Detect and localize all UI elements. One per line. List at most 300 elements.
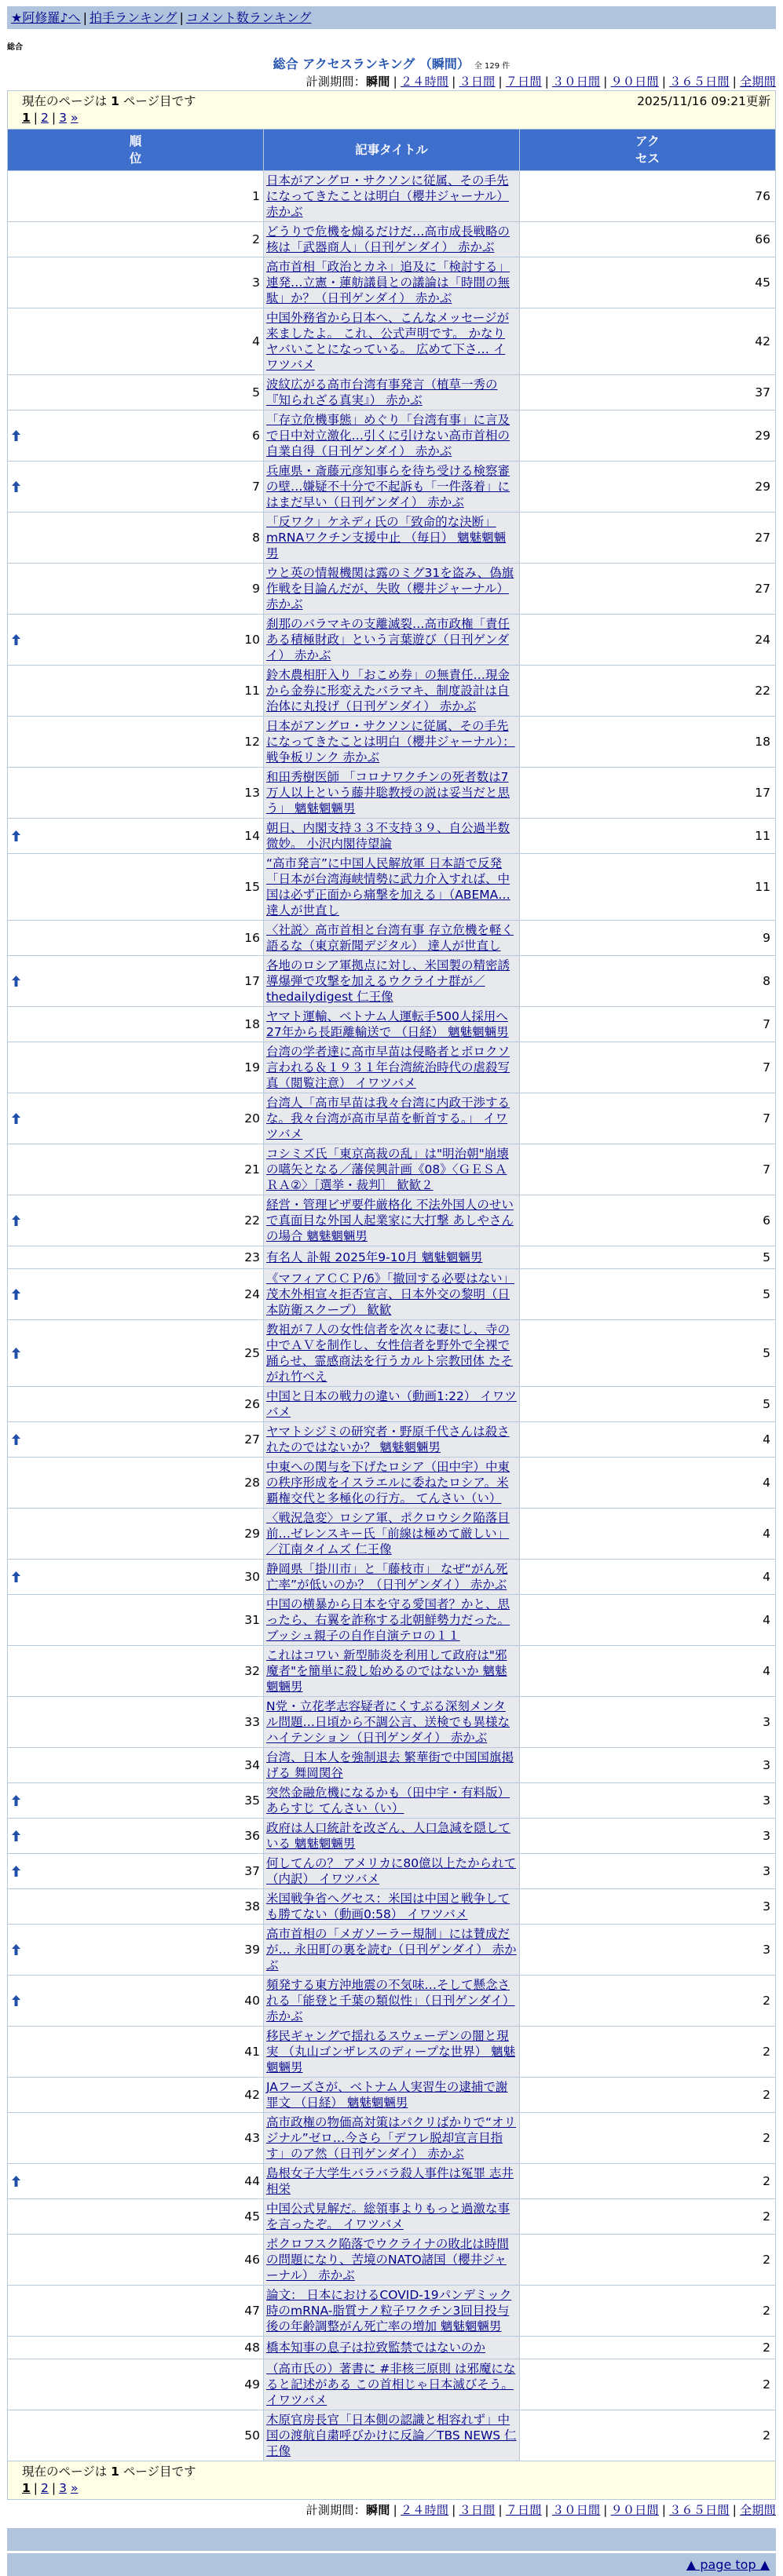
title-cell <box>264 615 520 666</box>
article-link[interactable]: ヤマト運輸、ベトナム人運転手500人採用へ 27年から長距離輸送で （日経） 魑魅魍魎男 <box>266 1009 509 1039</box>
period-link[interactable]: ２４時間 <box>401 75 449 89</box>
table-row <box>8 1819 776 1854</box>
comment-ranking-link[interactable]: コメント数ランキング <box>185 10 312 25</box>
title-cell <box>264 1646 520 1697</box>
article-link[interactable]: 橋本知事の息子は拉致監禁ではないのか <box>266 2341 486 2355</box>
title-cell <box>264 768 520 819</box>
period-link[interactable]: ７日間 <box>505 75 542 89</box>
home-link[interactable]: ★阿修羅♪へ <box>11 10 81 25</box>
rank-cell <box>8 2337 264 2359</box>
rank-number: 36 <box>244 1829 260 1843</box>
rank-number: 33 <box>244 1715 260 1729</box>
rank-number: 11 <box>244 684 260 698</box>
access-count: 27 <box>520 564 776 615</box>
article-link[interactable]: 兵庫県・斎藤元彦知事らを待ち受ける検察審の壁…嫌疑不十分で不起訴も「一件落着」にはまだ早い（日刊ゲンダイ） 赤かぶ <box>266 464 510 509</box>
rank-cell <box>8 1042 264 1093</box>
title-cell <box>264 462 520 513</box>
period-separator: | <box>661 75 667 89</box>
article-link[interactable]: 日本がアングロ・サクソンに従属、その手先になってきたことは明白（櫻井ジャーナル） 赤かぶ <box>266 173 509 219</box>
article-link[interactable]: どうりで危機を煽るだけだ…高市成長戦略の核は「武器商人」（日刊ゲンダイ） 赤かぶ <box>266 224 510 254</box>
rank-up-arrow-icon <box>12 1348 20 1359</box>
table-row <box>8 1646 776 1697</box>
title-cell <box>264 1246 520 1269</box>
access-count: 66 <box>520 222 776 257</box>
title-cell <box>264 410 520 462</box>
rank-up-arrow-icon <box>12 1944 20 1955</box>
table-row <box>8 1783 776 1819</box>
rank-cell <box>8 1748 264 1783</box>
title-cell <box>264 375 520 410</box>
title-cell <box>264 257 520 308</box>
article-link[interactable]: 朝日、内閣支持３３不支持３９、自公過半数微妙。 小沢内閣待望論 <box>266 821 510 851</box>
access-count: 2 <box>520 2235 776 2286</box>
table-row <box>8 819 776 854</box>
article-link[interactable]: 中国外務省から日本へ、こんなメッセージが来ましたよ。 これ、公式声明です。 かなりヤバいことになっている。 広めて下さ… イワツバメ <box>266 311 510 372</box>
title-cell <box>264 1976 520 2027</box>
table-row <box>8 1007 776 1042</box>
access-count: 3 <box>520 1697 776 1748</box>
title-cell <box>264 1509 520 1560</box>
current-page-text: 現在のページは 1 ページ目です <box>22 2465 196 2479</box>
table-row <box>8 768 776 819</box>
rank-cell <box>8 1246 264 1269</box>
table-row <box>8 1509 776 1560</box>
rank-cell <box>8 2113 264 2164</box>
access-count: 29 <box>520 462 776 513</box>
period-current: 瞬間 <box>366 2503 390 2517</box>
access-count: 5 <box>520 1246 776 1269</box>
rank-number: 19 <box>244 1060 260 1075</box>
title-cell <box>264 1195 520 1246</box>
access-count: 3 <box>520 1889 776 1925</box>
table-row <box>8 1595 776 1646</box>
period-link[interactable]: ３日間 <box>459 2503 496 2517</box>
access-count: 24 <box>520 615 776 666</box>
rank-cell <box>8 1646 264 1697</box>
rank-cell <box>8 1387 264 1422</box>
article-link[interactable]: 高市政権の物価高対策はパクリばかりで“オリジナル”ゼロ…今さら「デフレ脱却宣言目指す」のア然（日刊ゲンダイ） 赤かぶ <box>266 2115 517 2161</box>
rank-cell <box>8 1697 264 1748</box>
table-row <box>8 2235 776 2286</box>
article-link[interactable]: “高市発言”に中国人民解放軍 日本語で反発「日本が台湾海峡情勢に武力介入すれば、中国は必ず正面から痛撃を加える」（ABEMA… 達人が世直し <box>266 856 510 918</box>
page-link[interactable]: 3 <box>59 111 68 125</box>
rank-number: 8 <box>252 531 260 545</box>
title-cell <box>264 1458 520 1509</box>
article-link[interactable]: 日本がアングロ・サクソンに従属、その手先になってきたことは明白（櫻井ジャーナル）：戦争板リンク 赤かぶ <box>266 719 515 764</box>
table-row <box>8 2199 776 2235</box>
rank-cell <box>8 1819 264 1854</box>
title-cell <box>264 956 520 1007</box>
table-row <box>8 1854 776 1889</box>
table-row <box>8 462 776 513</box>
rank-up-arrow-icon <box>12 2176 20 2187</box>
rank-cell <box>8 1320 264 1387</box>
access-count: 5 <box>520 1320 776 1387</box>
title-cell <box>264 1889 520 1925</box>
article-link[interactable]: 静岡県「掛川市」と「藤枝市」 なぜ“がん死亡率”が低いのか？（日刊ゲンダイ） 赤かぶ <box>266 1562 508 1592</box>
article-link[interactable]: 移民ギャングで揺れるスウェーデンの闇と現実 （丸山ゴンザレスのディープな世界） 魑魅魍魎男 <box>266 2029 516 2074</box>
access-count: 2 <box>520 2113 776 2164</box>
clap-ranking-link[interactable]: 拍手ランキング <box>89 10 177 25</box>
rank-number: 42 <box>244 2088 260 2102</box>
article-link[interactable]: JAフーズさが、ベトナム人実習生の逮捕で謝罪文 （日経） 魑魅魍魎男 <box>266 2080 508 2110</box>
rank-up-arrow-icon <box>12 481 20 492</box>
period-separator: | <box>393 2503 397 2517</box>
period-link[interactable]: 全期間 <box>740 2503 776 2517</box>
article-link[interactable]: 刹那のバラマキの支離滅裂…高市政権「責任ある積極財政」という言葉遊び（日刊ゲンダイ） 赤かぶ <box>266 617 510 662</box>
next-page-link[interactable]: » <box>70 2481 79 2495</box>
access-count: 7 <box>520 1144 776 1195</box>
table-row <box>8 2286 776 2337</box>
rank-number: 39 <box>244 1943 260 1957</box>
article-link[interactable]: 頻発する東方沖地震の不気味…そして懸念される「能登と千葉の類似性」（日刊ゲンダイ） 赤かぶ <box>266 1978 515 2023</box>
title-cell <box>264 819 520 854</box>
title-cell <box>264 1093 520 1144</box>
title-cell <box>264 854 520 921</box>
access-count: 4 <box>520 1458 776 1509</box>
period-link[interactable]: ７日間 <box>505 2503 542 2517</box>
rank-number: 47 <box>244 2304 260 2318</box>
rank-number: 12 <box>244 735 260 749</box>
rank-cell <box>8 1595 264 1646</box>
table-row <box>8 1246 776 1269</box>
article-link[interactable]: 高市首相の「メガソーラー規制」には賛成だが… 永田町の裏を読む（日刊ゲンダイ） 赤かぶ <box>266 1927 517 1972</box>
article-link[interactable]: 島根女子大学生バラバラ殺人事件は冤罪 志井 相栄 <box>266 2166 514 2196</box>
rank-number: 17 <box>244 974 260 988</box>
rank-number: 2 <box>252 232 260 246</box>
table-row <box>8 1422 776 1458</box>
rank-cell <box>8 1422 264 1458</box>
rank-number: 43 <box>244 2131 260 2145</box>
period-link[interactable]: 全期間 <box>740 75 776 89</box>
article-link[interactable]: 和田秀樹医師 「コロナワクチンの死者数は7万人以上という藤井聡教授の説は妥当だと思う」 魑魅魍魎男 <box>266 770 510 815</box>
rank-number: 28 <box>244 1476 260 1490</box>
rank-number: 6 <box>252 429 260 443</box>
rank-up-arrow-icon <box>12 1866 20 1877</box>
rank-number: 10 <box>244 633 260 647</box>
access-count: 3 <box>520 1783 776 1819</box>
access-count: 11 <box>520 854 776 921</box>
period-link[interactable]: ３０日間 <box>552 2503 601 2517</box>
rank-number: 22 <box>244 1213 260 1228</box>
article-link[interactable]: 政府は人口統計を改ざん、人口急減を隠している 魑魅魍魎男 <box>266 1821 510 1851</box>
rank-number: 40 <box>244 1994 260 2008</box>
rank-cell <box>8 1560 264 1595</box>
bottom-bar <box>7 2528 776 2551</box>
rank-cell <box>8 308 264 375</box>
access-count: 6 <box>520 1195 776 1246</box>
rank-up-arrow-icon <box>12 1289 20 1300</box>
rank-cell <box>8 2359 264 2410</box>
access-count: 27 <box>520 513 776 564</box>
rank-cell <box>8 1195 264 1246</box>
rank-cell <box>8 956 264 1007</box>
article-link[interactable]: 何してんの？ アメリカに80億以上たかられて（内訳） イワツバメ <box>266 1856 517 1886</box>
article-link[interactable]: 台湾、日本人を強制退去 繁華街で中国国旗掲げる 舞岡関谷 <box>266 1750 514 1780</box>
period-separator: | <box>732 75 737 89</box>
article-link[interactable]: 有名人 訃報 2025年9-10月 魑魅魍魎男 <box>266 1250 483 1264</box>
title-cell <box>264 1269 520 1320</box>
rank-cell <box>8 1783 264 1819</box>
article-link[interactable]: ポクロフスク陥落でウクライナの敗北は時間の問題になり、苦境のNATO諸国（櫻井ジャーナル） 赤かぶ <box>266 2237 509 2282</box>
page-separator: | <box>33 2481 38 2495</box>
rank-cell <box>8 2199 264 2235</box>
table-row <box>8 564 776 615</box>
pagination-top <box>22 110 770 126</box>
table-row <box>8 410 776 462</box>
rank-column-header: 順位 <box>8 130 264 171</box>
title-cell <box>264 1144 520 1195</box>
period-link[interactable]: ３６５日間 <box>669 2503 730 2517</box>
page-current: 1 <box>22 111 31 125</box>
access-count: 7 <box>520 1007 776 1042</box>
period-selector-bottom <box>7 2501 776 2519</box>
rank-cell <box>8 2078 264 2113</box>
rank-number: 44 <box>244 2174 260 2188</box>
rank-number: 16 <box>244 931 260 945</box>
access-count: 2 <box>520 2359 776 2410</box>
period-separator: | <box>452 2503 456 2517</box>
article-link[interactable]: 中国の横暴から日本を守る愛国者？かと、思ったら、右翼を詐称する北朝鮮勢力だった。 ブッシュ親子の自作自演テロの１１ <box>266 1597 510 1643</box>
period-link[interactable]: ３日間 <box>459 75 496 89</box>
access-count: 22 <box>520 666 776 717</box>
title-cell <box>264 2286 520 2337</box>
table-row <box>8 854 776 921</box>
table-row <box>8 171 776 222</box>
rank-up-arrow-icon <box>12 1571 20 1582</box>
period-link[interactable]: ９０日間 <box>610 75 659 89</box>
page-separator: | <box>51 2481 57 2495</box>
rank-number: 24 <box>244 1287 260 1301</box>
article-link[interactable]: 「存立危機事態」めぐり「台湾有事」に言及で日中対立激化…引くに引けない高市首相の自業自得（日刊ゲンダイ） 赤かぶ <box>266 413 510 458</box>
title-cell <box>264 308 520 375</box>
article-link[interactable]: 教祖が７人の女性信者を次々に妻にし、寺の中でＡＶを制作し、女性信者を野外で全裸で踊らせ、霊感商法を行うカルト宗教団体 たそがれ竹べえ <box>266 1323 513 1384</box>
article-link[interactable]: 《マフィアＣＣＰ/6》「撤回する必要はない」茂木外相宣々拒否宣言、日本外交の黎明（日本防衛スクープ） 歓歓 <box>266 1272 515 1317</box>
access-count: 7 <box>520 1093 776 1144</box>
rank-number: 48 <box>244 2341 260 2355</box>
rank-number: 25 <box>244 1346 260 1360</box>
period-label: 計測期間： <box>306 75 367 89</box>
article-link[interactable]: 台湾の学者達に高市早苗は侵略者とボロクソ言われる＆１９３１年台湾統治時代の虐殺写真（閲覧注意） イワツバメ <box>266 1045 510 1090</box>
page-top-link[interactable]: ▲ page top ▲ <box>686 2557 770 2572</box>
article-link[interactable]: 台湾人「高市早苗は我々台湾に内政干渉するな。我々台湾が高市早苗を斬首する。」 イワツバメ <box>266 1096 510 1141</box>
article-link[interactable]: 論文： 日本におけるCOVID-19パンデミック時のmRNA-脂質ナノ粒子ワクチン3回目投与後の年齢調整がん死亡率の増加 魑魅魍魎男 <box>266 2288 512 2333</box>
article-link[interactable]: 〈社説〉高市首相と台湾有事 存立危機を軽く語るな（東京新聞デジタル） 達人が世直し <box>266 923 514 953</box>
table-row <box>8 2078 776 2113</box>
title-cell <box>264 222 520 257</box>
access-count: 11 <box>520 819 776 854</box>
rank-up-arrow-icon <box>12 634 20 645</box>
period-separator: | <box>544 75 550 89</box>
pagination-bottom <box>22 2480 770 2497</box>
rank-cell <box>8 410 264 462</box>
title-cell <box>264 717 520 768</box>
rank-number: 20 <box>244 1111 260 1126</box>
rank-number: 29 <box>244 1527 260 1541</box>
rank-cell <box>8 768 264 819</box>
rank-up-arrow-icon <box>12 1995 20 2006</box>
title-cell <box>264 564 520 615</box>
table-row <box>8 1093 776 1144</box>
title-cell <box>264 171 520 222</box>
rank-up-arrow-icon <box>12 1215 20 1226</box>
article-link[interactable]: 高市首相「政治とカネ」追及に「検討する」連発…立憲・蓮舫議員との議論は「時間の無駄」か？（日刊ゲンダイ） 赤かぶ <box>266 260 510 305</box>
period-separator: | <box>603 2503 608 2517</box>
rank-number: 38 <box>244 1899 260 1914</box>
period-separator: | <box>498 2503 503 2517</box>
rank-cell <box>8 222 264 257</box>
nav-separator: | <box>179 10 184 25</box>
page-link[interactable]: 3 <box>59 2481 68 2495</box>
title-cell <box>264 1387 520 1422</box>
period-link[interactable]: ９０日間 <box>610 2503 659 2517</box>
next-page-link[interactable]: » <box>70 111 79 125</box>
access-count: 2 <box>520 2199 776 2235</box>
table-row <box>8 1697 776 1748</box>
rank-number: 7 <box>252 480 260 494</box>
article-link[interactable]: これはコワい 新型肺炎を利用して政府は"邪魔者"を簡単に殺し始めるのではないか 魑魅魍魎男 <box>266 1648 507 1694</box>
rank-cell <box>8 513 264 564</box>
period-link[interactable]: ３６５日間 <box>669 75 730 89</box>
access-count: 18 <box>520 717 776 768</box>
article-link[interactable]: ヤマトシジミの研究者・野原千代さんは殺されたのではないか？ 魑魅魍魎男 <box>266 1425 510 1454</box>
page-link[interactable]: 2 <box>41 111 49 125</box>
access-count: 8 <box>520 956 776 1007</box>
rank-number: 26 <box>244 1397 260 1411</box>
current-page-text: 現在のページは 1 ページ目です <box>22 94 196 108</box>
rank-cell <box>8 1854 264 1889</box>
title-cell <box>264 1007 520 1042</box>
access-count: 9 <box>520 921 776 956</box>
article-link[interactable]: 鈴木農相肝入り「おこめ券」の無責任…現金から金券に形変えたバラマキ、制度設計は自治体に丸投げ（日刊ゲンダイ） 赤かぶ <box>266 668 510 713</box>
rank-cell <box>8 854 264 921</box>
title-cell <box>264 2199 520 2235</box>
title-column-header: 記事タイトル <box>264 130 520 171</box>
article-link[interactable]: ウと英の情報機関は露のミグ31を盗み、偽旗作戦を目論んだが、失敗（櫻井ジャーナル） 赤かぶ <box>266 566 514 611</box>
access-count: 2 <box>520 2337 776 2359</box>
title-cell <box>264 1560 520 1595</box>
rank-cell <box>8 1458 264 1509</box>
rank-number: 13 <box>244 786 260 800</box>
table-row <box>8 1560 776 1595</box>
table-row <box>8 1042 776 1093</box>
table-row <box>8 1320 776 1387</box>
rank-cell <box>8 1007 264 1042</box>
page-title-text: 総合 アクセスランキング （瞬間） <box>273 57 470 71</box>
table-row <box>8 2359 776 2410</box>
table-row <box>8 921 776 956</box>
table-row <box>8 1387 776 1422</box>
rank-number: 1 <box>252 189 260 203</box>
table-row <box>8 2164 776 2199</box>
rank-number: 9 <box>252 582 260 596</box>
rank-number: 3 <box>252 275 260 290</box>
table-row <box>8 308 776 375</box>
article-link[interactable]: 木原官房長官「日本側の認識と相容れず」中国の渡航自粛呼びかけに反論／TBS NEWS 仁王像 <box>266 2413 517 2458</box>
rank-number: 45 <box>244 2209 260 2224</box>
rank-up-arrow-icon <box>12 1434 20 1445</box>
access-column-header: アクセス <box>520 130 776 171</box>
page-link[interactable]: 2 <box>41 2481 49 2495</box>
article-link[interactable]: N党・立花孝志容疑者にくすぶる深刻メンタル問題…日頃から不調公言、送検でも異様なハイテンション（日刊ゲンダイ） 赤かぶ <box>266 1699 510 1745</box>
article-link[interactable]: 波紋広がる高市台湾有事発言（植草一秀の『知られざる真実』） 赤かぶ <box>266 378 498 407</box>
article-link[interactable]: 中国公式見解だ。総領事よりもっと過激な事を言ったぞ。 イワツバメ <box>266 2202 510 2231</box>
category-label: 総合 <box>7 43 23 52</box>
article-link[interactable]: 中国と日本の戦力の違い（動画1:22） イワツバメ <box>266 1389 517 1419</box>
article-link[interactable]: コシミズ氏「東京高裁の乱」は"明治朝"崩壊の嚆矢となる／藩侯興計画《08》〈ＧＥＳＡＲＡ②〉［選挙・裁判］ 歓歓２ <box>266 1147 509 1192</box>
access-count: 4 <box>520 1422 776 1458</box>
period-separator: | <box>603 75 608 89</box>
title-cell <box>264 2337 520 2359</box>
access-count: 45 <box>520 257 776 308</box>
article-link[interactable]: 中東への関与を下げたロシア（田中宇）中東の秩序形成をイスラエルに委ねたロシア。米覇権交代と多極化の行方。 てんさい（い） <box>266 1460 510 1505</box>
article-link[interactable]: （高市氏の）著書に #非核三原則 は邪魔になると記述がある この首相じゃ日本滅びそう。 イワツバメ <box>266 2362 516 2407</box>
rank-number: 41 <box>244 2045 260 2059</box>
rank-cell <box>8 666 264 717</box>
table-row <box>8 666 776 717</box>
article-link[interactable]: 「反ワク」ケネディ氏の「致命的な決断」 mRNAワクチン支援中止 （毎日） 魑魅魍魎男 <box>266 515 507 560</box>
access-count: 4 <box>520 1646 776 1697</box>
period-link[interactable]: ２４時間 <box>401 2503 449 2517</box>
rank-up-arrow-icon <box>12 976 20 987</box>
rank-cell <box>8 2235 264 2286</box>
article-link[interactable]: 突然金融危機になるかも（田中宇・有料版）あらすじ てんさい（い） <box>266 1786 510 1815</box>
footer-bar <box>7 2553 776 2576</box>
title-cell <box>264 2410 520 2461</box>
table-row <box>8 717 776 768</box>
rank-cell <box>8 615 264 666</box>
nav-separator: | <box>82 10 87 25</box>
rank-cell <box>8 1093 264 1144</box>
rank-cell <box>8 819 264 854</box>
period-label: 計測期間： <box>306 2503 367 2517</box>
rank-cell <box>8 1889 264 1925</box>
access-count: 76 <box>520 171 776 222</box>
period-separator: | <box>393 75 397 89</box>
period-separator: | <box>498 75 503 89</box>
article-link[interactable]: 各地のロシア軍拠点に対し、米国製の精密誘導爆弾で攻撃を加えるウクライナ群が／thedailydigest 仁王像 <box>266 958 510 1004</box>
rank-number: 27 <box>244 1432 260 1447</box>
title-cell <box>264 1042 520 1093</box>
period-separator: | <box>452 75 456 89</box>
period-link[interactable]: ３０日間 <box>552 75 601 89</box>
access-count: 3 <box>520 1819 776 1854</box>
table-row <box>8 2027 776 2078</box>
article-link[interactable]: 経営・管理ビザ要件厳格化 不法外国人のせいで真面目な外国人起業家に大打撃 あしやさんの場合 魑魅魍魎男 <box>266 1198 514 1243</box>
rank-number: 34 <box>244 1758 260 1772</box>
access-count: 4 <box>520 1509 776 1560</box>
period-current: 瞬間 <box>366 75 390 89</box>
article-link[interactable]: 〈戦況急変〉ロシア軍、ポクロウシク陥落目前…ゼレンスキー氏「前線は極めて厳しい」／江南タイムズ 仁王像 <box>266 1511 510 1556</box>
page-title <box>7 56 776 73</box>
access-count: 29 <box>520 410 776 462</box>
table-row <box>8 513 776 564</box>
page-separator: | <box>33 111 38 125</box>
rank-number: 35 <box>244 1793 260 1808</box>
title-cell <box>264 1595 520 1646</box>
rank-cell <box>8 1976 264 2027</box>
title-cell <box>264 921 520 956</box>
article-link[interactable]: 米国戦争省へグセス：米国は中国と戦争しても勝てない（動画0:58） イワツバメ <box>266 1892 510 1921</box>
rank-cell <box>8 375 264 410</box>
table-row <box>8 257 776 308</box>
rank-number: 15 <box>244 880 260 894</box>
title-cell <box>264 1783 520 1819</box>
access-count: 17 <box>520 768 776 819</box>
rank-up-arrow-icon <box>12 830 20 841</box>
rank-up-arrow-icon <box>12 1795 20 1806</box>
rank-number: 37 <box>244 1864 260 1878</box>
